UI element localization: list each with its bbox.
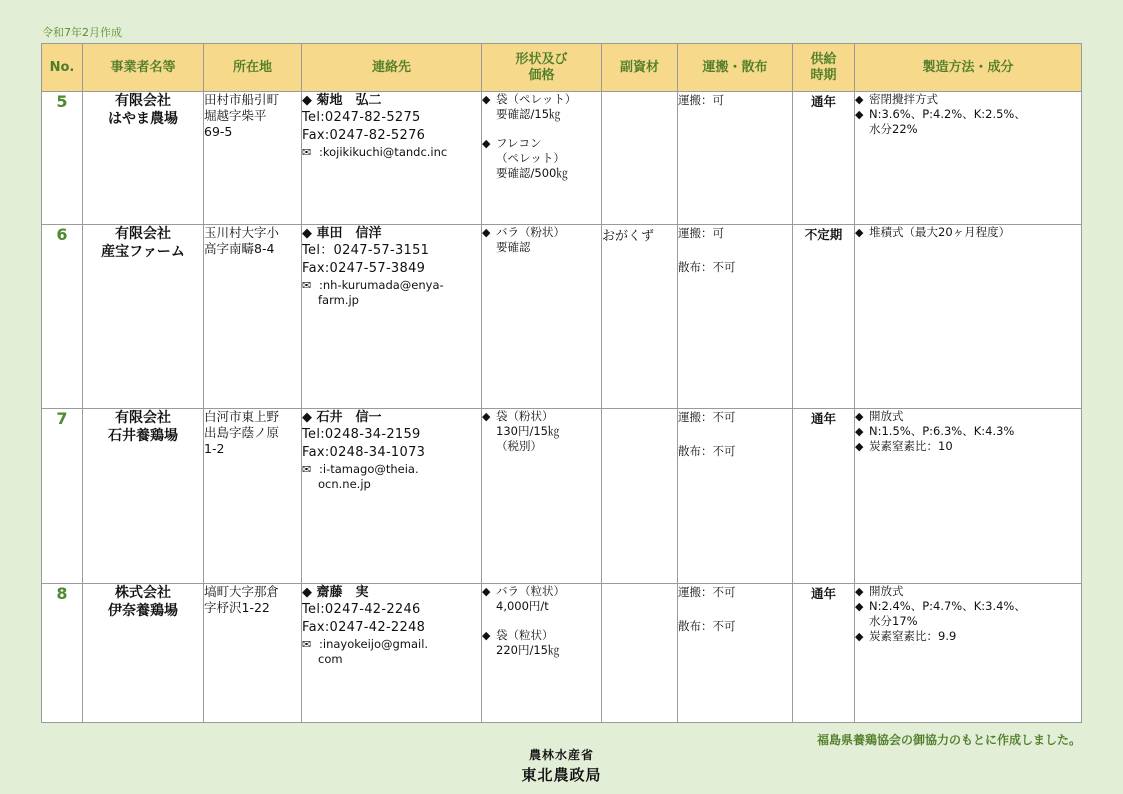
row-number: 8	[42, 584, 83, 723]
company-type: 有限会社	[115, 410, 171, 426]
email-text	[316, 637, 428, 667]
diamond-bullet-icon: ◆	[855, 425, 864, 438]
method-item	[855, 439, 1081, 454]
shape-lines	[496, 628, 559, 658]
shape-price	[482, 225, 602, 409]
shape-line: 袋（粉状）	[496, 409, 554, 423]
company-type: 有限会社	[115, 93, 171, 109]
shape-line: 要確認	[496, 240, 531, 254]
email-address	[302, 145, 481, 160]
sub-material	[602, 409, 678, 584]
header-shape-price: 形状及び 価格	[482, 44, 602, 92]
shape-line: 130円/15㎏	[496, 424, 560, 438]
method-item	[855, 599, 1081, 614]
spread-status: 散布：不可	[678, 619, 736, 633]
address-line: 出島字蔭ノ原	[204, 425, 280, 440]
header-name: 事業者名等	[83, 44, 204, 92]
diamond-bullet-icon: ◆	[855, 410, 864, 423]
spread-status: 散布：不可	[678, 260, 736, 274]
diamond-bullet-icon: ◆	[855, 630, 864, 643]
row-number: 7	[42, 409, 83, 584]
indent	[855, 614, 869, 629]
company-name: 伊奈養鶏場	[108, 603, 178, 619]
shape-item	[482, 225, 601, 255]
method-text: N:3.6%、P:4.2%、K:2.5%、	[869, 107, 1026, 121]
email-line: :kojikikuchi@tandc.inc	[319, 145, 448, 159]
table-row	[42, 225, 1082, 409]
method-composition	[855, 225, 1082, 409]
email-line: ocn.ne.jp	[318, 477, 371, 491]
shape-line: フレコン	[496, 136, 542, 150]
email-address	[302, 637, 481, 667]
shape-line: 要確認/500㎏	[496, 166, 568, 180]
shape-line: （税別）	[496, 439, 542, 453]
email-line: com	[318, 652, 343, 666]
shape-line: 要確認/15㎏	[496, 107, 561, 121]
indent	[855, 122, 869, 137]
shape-line: バラ（粒状）	[496, 584, 565, 598]
address	[204, 584, 302, 723]
email-text	[316, 145, 447, 160]
contact	[302, 225, 482, 409]
shape-line: 袋（ペレット）	[496, 92, 577, 106]
diamond-bullet-icon: ◆	[855, 440, 864, 453]
email-line: :inayokeijo@gmail.	[319, 637, 429, 651]
phone-number: Tel:0248-34-2159	[302, 427, 421, 442]
company-type: 株式会社	[115, 585, 171, 601]
shape-item	[482, 92, 601, 122]
sub-material	[602, 584, 678, 723]
business-name	[83, 584, 204, 723]
phone-number: Tel：0247-57-3151	[302, 243, 430, 258]
fax-number: Fax:0247-42-2248	[302, 620, 426, 635]
method-text: 炭素窒素比：9.9	[869, 629, 957, 643]
email-text	[316, 462, 419, 492]
company-name: 石井養鶏場	[108, 428, 178, 444]
shape-line: 4,000円/t	[496, 599, 549, 613]
shape-item	[482, 409, 601, 454]
sub-material	[602, 92, 678, 225]
diamond-bullet-icon: ◆	[855, 600, 864, 613]
method-text: 開放式	[869, 409, 904, 423]
producer-table	[41, 43, 1082, 723]
address-line: 白河市東上野	[204, 409, 280, 424]
email-line: farm.jp	[318, 293, 359, 307]
mail-icon: ✉	[302, 146, 312, 159]
method-text: 堆積式（最大20ヶ月程度）	[869, 225, 1011, 239]
shape-line: バラ（粉状）	[496, 225, 565, 239]
sub-material: おがくず	[602, 225, 678, 409]
contact	[302, 92, 482, 225]
phone-number: Tel:0247-42-2246	[302, 602, 421, 617]
diamond-bullet-icon: ◆	[482, 93, 491, 106]
shape-line: 袋（粒状）	[496, 628, 554, 642]
method-item	[855, 225, 1081, 240]
table-row	[42, 92, 1082, 225]
shape-lines	[496, 409, 559, 454]
diamond-bullet-icon: ◆	[482, 585, 491, 598]
transport-spread	[678, 409, 793, 584]
shape-lines	[496, 136, 568, 181]
method-text: 開放式	[869, 584, 904, 598]
table-row	[42, 409, 1082, 584]
header-transport: 運搬・散布	[678, 44, 793, 92]
mail-icon: ✉	[302, 638, 312, 651]
company-name: はやま農場	[108, 111, 178, 127]
address-line: 田村市船引町	[204, 92, 280, 107]
company-name: 産宝ファーム	[101, 244, 185, 260]
method-text: N:1.5%、P:6.3%、K:4.3%	[869, 424, 1015, 438]
spacer	[678, 425, 792, 443]
transport-status: 運搬：不可	[678, 585, 736, 599]
method-text: 密閉攪拌方式	[869, 92, 938, 106]
shape-item	[482, 628, 601, 658]
shape-price	[482, 92, 602, 225]
shape-item	[482, 136, 601, 181]
address-line: 堀越字柴平	[204, 108, 267, 123]
contact	[302, 409, 482, 584]
table-header-row	[42, 44, 1082, 92]
diamond-bullet-icon: ◆	[482, 137, 491, 150]
row-number: 5	[42, 92, 83, 225]
method-composition	[855, 584, 1082, 723]
credit-note: 福島県養鶏協会の御協力のもとに作成しました。	[816, 733, 1081, 747]
diamond-bullet-icon: ◆	[482, 226, 491, 239]
header-contact: 連絡先	[302, 44, 482, 92]
mail-icon: ✉	[302, 279, 312, 292]
header-no: No.	[42, 44, 83, 92]
row-number: 6	[42, 225, 83, 409]
method-text: 水分17%	[869, 614, 918, 628]
transport-spread	[678, 584, 793, 723]
address-line: 塙町大字那倉	[204, 584, 280, 599]
shape-lines	[496, 584, 565, 614]
creation-date: 令和7年2月作成	[42, 26, 122, 39]
bureau-name: 東北農政局	[521, 766, 602, 784]
contact-person: ◆ 菊地 弘二	[302, 93, 382, 108]
method-item	[855, 122, 1081, 137]
address-line: 字杼沢1-22	[204, 600, 270, 615]
supply-period: 通年	[793, 409, 855, 584]
phone-number: Tel:0247-82-5275	[302, 110, 421, 125]
spacer	[678, 600, 792, 618]
diamond-bullet-icon: ◆	[855, 226, 864, 239]
address-line: 高字南疇8-4	[204, 241, 275, 256]
spacer	[482, 122, 601, 136]
header-method: 製造方法・成分	[855, 44, 1082, 92]
method-item	[855, 584, 1081, 599]
address-line: 玉川村大字小	[204, 225, 280, 240]
email-line: :nh-kurumada@enya-	[319, 278, 444, 292]
email-address	[302, 462, 481, 492]
shape-lines	[496, 92, 576, 122]
method-item	[855, 409, 1081, 424]
diamond-bullet-icon: ◆	[855, 585, 864, 598]
address	[204, 225, 302, 409]
transport-spread	[678, 92, 793, 225]
method-item	[855, 629, 1081, 644]
fax-number: Fax:0247-82-5276	[302, 128, 426, 143]
supply-period: 通年	[793, 92, 855, 225]
diamond-bullet-icon: ◆	[482, 629, 491, 642]
contact-person: ◆ 車田 信洋	[302, 226, 382, 241]
diamond-bullet-icon: ◆	[482, 410, 491, 423]
transport-status: 運搬：可	[678, 226, 724, 240]
shape-item	[482, 584, 601, 614]
shape-line: 220円/15㎏	[496, 643, 560, 657]
method-composition	[855, 92, 1082, 225]
header-supply-period: 供給 時期	[793, 44, 855, 92]
shape-price	[482, 584, 602, 723]
method-composition	[855, 409, 1082, 584]
fax-number: Fax:0248-34-1073	[302, 445, 426, 460]
method-item	[855, 424, 1081, 439]
contact-person: ◆ 石井 信一	[302, 410, 382, 425]
email-line: :i-tamago@theia.	[319, 462, 419, 476]
spread-status: 散布：不可	[678, 444, 736, 458]
method-text: 水分22%	[869, 122, 918, 136]
spacer	[678, 108, 792, 126]
contact	[302, 584, 482, 723]
transport-status: 運搬：可	[678, 93, 724, 107]
address	[204, 92, 302, 225]
method-item	[855, 92, 1081, 107]
method-text: N:2.4%、P:4.7%、K:3.4%、	[869, 599, 1026, 613]
shape-line: （ペレット）	[496, 151, 565, 165]
shape-lines	[496, 225, 565, 255]
spacer	[482, 614, 601, 628]
supply-period: 不定期	[793, 225, 855, 409]
transport-status: 運搬：不可	[678, 410, 736, 424]
spacer	[678, 241, 792, 259]
shape-price	[482, 409, 602, 584]
address	[204, 409, 302, 584]
email-address	[302, 278, 481, 308]
method-item	[855, 614, 1081, 629]
transport-spread	[678, 225, 793, 409]
business-name	[83, 225, 204, 409]
method-text: 炭素窒素比：10	[869, 439, 953, 453]
diamond-bullet-icon: ◆	[855, 108, 864, 121]
fax-number: Fax:0247-57-3849	[302, 261, 426, 276]
business-name	[83, 92, 204, 225]
business-name	[83, 409, 204, 584]
company-type: 有限会社	[115, 226, 171, 242]
header-sub-material: 副資材	[602, 44, 678, 92]
diamond-bullet-icon: ◆	[855, 93, 864, 106]
header-address: 所在地	[204, 44, 302, 92]
table-row	[42, 584, 1082, 723]
supply-period: 通年	[793, 584, 855, 723]
method-item	[855, 107, 1081, 122]
ministry-name: 農林水産省	[528, 748, 594, 762]
contact-person: ◆ 齋藤 実	[302, 585, 369, 600]
mail-icon: ✉	[302, 463, 312, 476]
email-text	[316, 278, 444, 308]
address-line: 1-2	[204, 441, 225, 456]
address-line: 69-5	[204, 124, 233, 139]
